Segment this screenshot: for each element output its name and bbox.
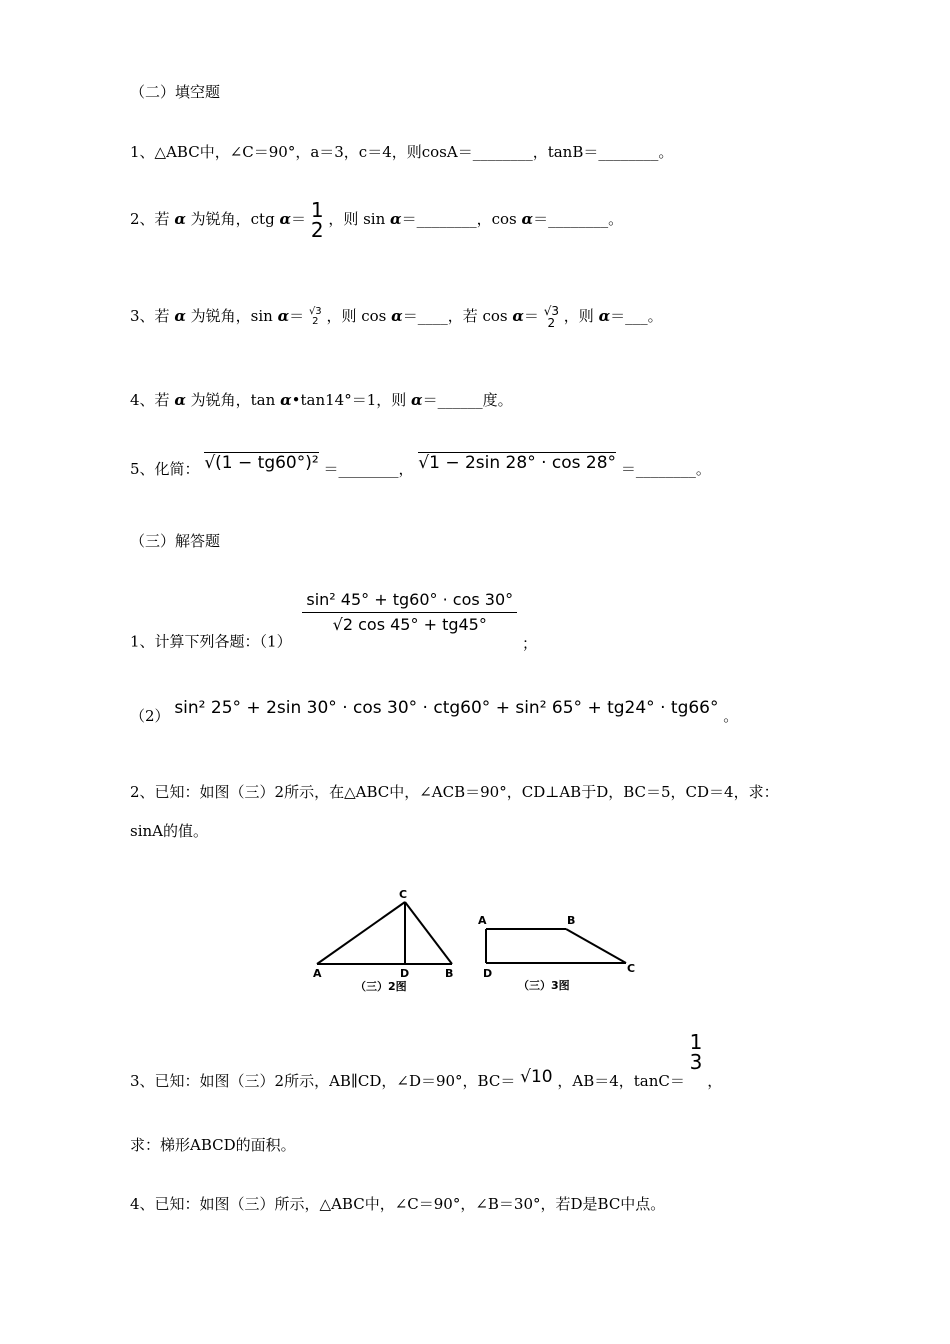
- sqrt-expression-1: √(1 − tg60°)²: [204, 453, 319, 473]
- question-3-3-line2: 求：梯形ABCD的面积。: [130, 1136, 296, 1154]
- fraction-one-half: 1 2: [310, 198, 324, 242]
- fraction-sqrt3-over-2: √3 2: [308, 306, 322, 327]
- fig2-caption: （三）3图: [518, 979, 570, 992]
- section-title-answers: （三）解答题: [130, 532, 221, 550]
- compound-fraction: $\frac{\text{sin² 45° + tg60° · cos 30°}}{√2 \cos 45^\circ + tg45^\circ}$: [302, 592, 517, 633]
- question-3-1b: （2） sin² 25° + 2sin 30° · cos 30° · ctg60° + sin² 65° + tg24° · tg66° 。: [130, 698, 739, 725]
- fig2-label-c: C: [627, 962, 636, 975]
- sqrt-expression-2: √1 − 2sin 28° · cos 28°: [418, 453, 617, 473]
- question-2-1: 1、△ABC中，∠C＝90°，a＝3，c＝4，则cosA＝________，tanB＝________。: [130, 143, 674, 161]
- fig1-caption: （三）2图: [355, 980, 407, 993]
- question-2-2: 2、若 α 为锐角，ctg α＝ 1 2 ，则 sin α＝________，cos α＝________。: [130, 198, 624, 242]
- fig2-label-a: A: [478, 914, 487, 927]
- section-title-fill-in: （二）填空题: [130, 83, 221, 101]
- sqrt-ten: √10: [520, 1067, 553, 1087]
- question-3-1: 1、计算下列各题：（1） $\frac{\text{sin² 45° + tg60° · cos 30°}}{√2 \cos 45^\circ + tg45^\circ}$ ；: [130, 590, 537, 653]
- question-3-4: 4、已知：如图（三）所示，△ABC中，∠C＝90°，∠B＝30°，若D是BC中点。: [130, 1195, 666, 1213]
- fraction-sqrt3-over-2-b: √3 2: [543, 304, 559, 330]
- fig2-label-d: D: [483, 967, 493, 980]
- fig1-label-d: D: [400, 967, 410, 980]
- figures: [0, 880, 950, 1010]
- question-3-2-line1: 2、已知：如图（三）2所示，在△ABC中，∠ACB＝90°，CD⊥AB于D，BC＝5，CD＝4，求：: [130, 783, 779, 801]
- fig2-label-b: B: [567, 914, 576, 927]
- figure-triangle: [313, 888, 453, 993]
- fraction-one-third: 1 3: [689, 1030, 703, 1074]
- question-2-5: 5、化简： √(1 − tg60°)² ＝________， √1 − 2sin 28° · cos 28° ＝________。: [130, 453, 711, 478]
- fig1-label-b: B: [445, 967, 454, 980]
- question-2-4: 4、若 α 为锐角，tan α•tan14°＝1，则 α＝______度。: [130, 391, 513, 409]
- question-3-2-line2: sinA的值。: [130, 822, 208, 840]
- question-3-3: 3、已知：如图（三）2所示，AB∥CD，∠D＝90°，BC＝ √10 ，AB＝4，tanC＝ 1 3 ，: [130, 1030, 723, 1090]
- trig-expression: sin² 25° + 2sin 30° · cos 30° · ctg60° + sin² 65° + tg24° · tg66°: [174, 698, 719, 718]
- figure-trapezoid: [478, 914, 635, 992]
- question-2-3: 3、若 α 为锐角，sin α＝ √3 2 ，则 cos α＝____，若 cos α＝ √3 2 ，则 α＝___。: [130, 304, 663, 330]
- fig1-label-a: A: [313, 967, 322, 980]
- fig1-label-c: C: [399, 888, 408, 901]
